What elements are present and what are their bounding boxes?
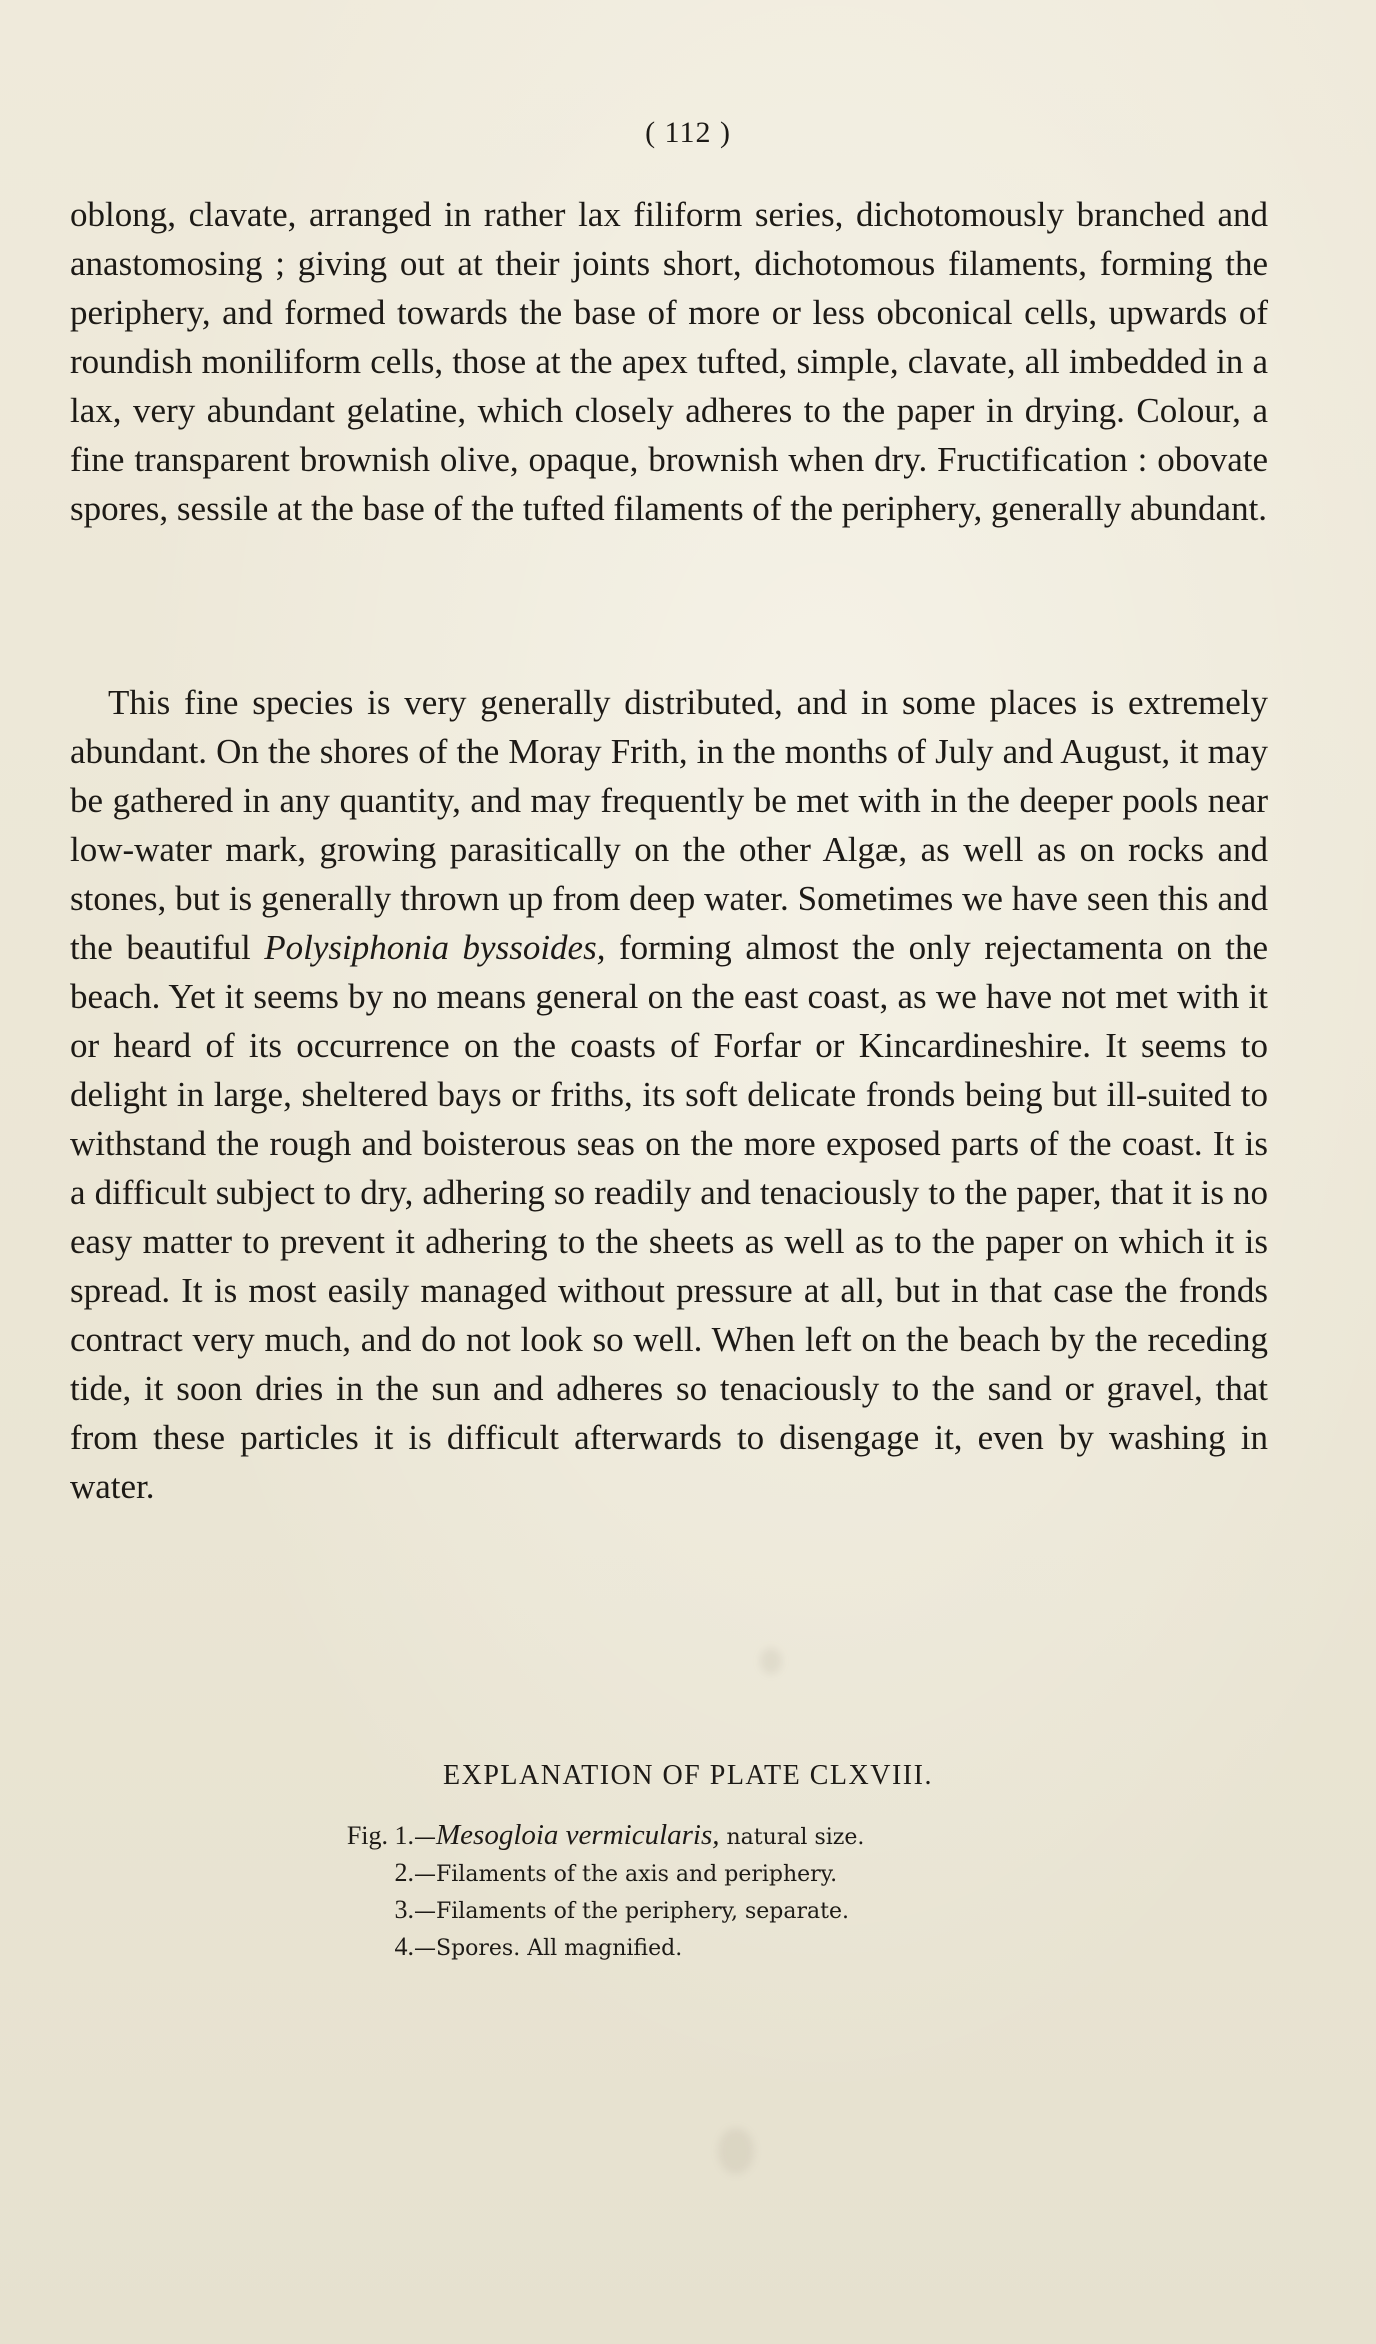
- page-smudge: [760, 1648, 782, 1674]
- figure-item: [336, 1855, 864, 1892]
- figure-number: 2.: [394, 1858, 414, 1887]
- species-name-italic: Polysiphonia byssoides,: [264, 928, 606, 967]
- observations-paragraph: [70, 678, 1268, 1511]
- figure-dash: —: [414, 1825, 436, 1850]
- observations-text-start: This fine species is very generally distributed, and in some places is extremely abundant. On the shores of the Moray Frith, in the months of July and August, it may be gathered in any quantity, and may frequently be met with in the deeper pools near low-water mark, growing parasitically on the other Algæ, as well as on rocks and stones, but is generally thrown up from deep water. Sometimes we have seen this and the beautiful: [70, 683, 1268, 967]
- figure-description: Filaments of the axis and periphery.: [436, 1862, 838, 1887]
- figure-description: natural size.: [719, 1825, 865, 1850]
- figure-dash: —: [414, 1899, 436, 1924]
- plate-explanation-heading: EXPLANATION OF PLATE CLXVIII.: [443, 1760, 933, 1791]
- figure-description: Filaments of the periphery, separate.: [436, 1899, 849, 1924]
- figure-number: Fig. 1.: [346, 1821, 414, 1850]
- figure-item: [336, 1892, 864, 1929]
- figure-number: 3.: [394, 1895, 414, 1924]
- description-paragraph: oblong, clavate, arranged in rather lax filiform series, dichotomously branched and anastomosing ; giving out at their joints short, dichotomous filaments, forming the periphery, and formed towards the base of more or less obconical cells, upwards of roundish moniliform cells, those at the apex tufted, simple, clavate, all imbedded in a lax, very abundant gelatine, which closely adheres to the paper in drying. Colour, a fine transparent brownish olive, opaque, brownish when dry. Fructification : obovate spores, sessile at the base of the tufted filaments of the periphery, generally abundant.: [70, 195, 1268, 528]
- figure-number: 4.: [394, 1932, 414, 1961]
- figure-dash: —: [414, 1862, 436, 1887]
- figure-species-name: Mesogloia vermicularis,: [436, 1819, 720, 1851]
- figure-list: [336, 1818, 864, 1966]
- page-number: ( 112 ): [645, 116, 731, 149]
- figure-dash: —: [414, 1936, 436, 1961]
- figure-description: Spores. All magnified.: [436, 1936, 683, 1961]
- observations-text-end: forming almost the only rejectamenta on the beach. Yet it seems by no means general on the east coast, as we have not met with it or heard of its occurrence on the coasts of Forfar or Kincardineshire. It seems to delight in large, sheltered bays or friths, its soft delicate fronds being but ill-suited to withstand the rough and boisterous seas on the more exposed parts of the coast. It is a difficult subject to dry, adhering so readily and tenaciously to the paper, that it is no easy matter to prevent it adhering to the sheets as well as to the paper on which it is spread. It is most easily managed without pressure at all, but in that case the fronds contract very much, and do not look so well. When left on the beach by the receding tide, it soon dries in the sun and adheres so tenaciously to the sand or gravel, that from these particles it is difficult afterwards to disengage it, even by washing in water.: [70, 928, 1268, 1506]
- figure-item: [336, 1929, 864, 1966]
- page-smudge: [718, 2128, 754, 2174]
- figure-item: [336, 1818, 864, 1855]
